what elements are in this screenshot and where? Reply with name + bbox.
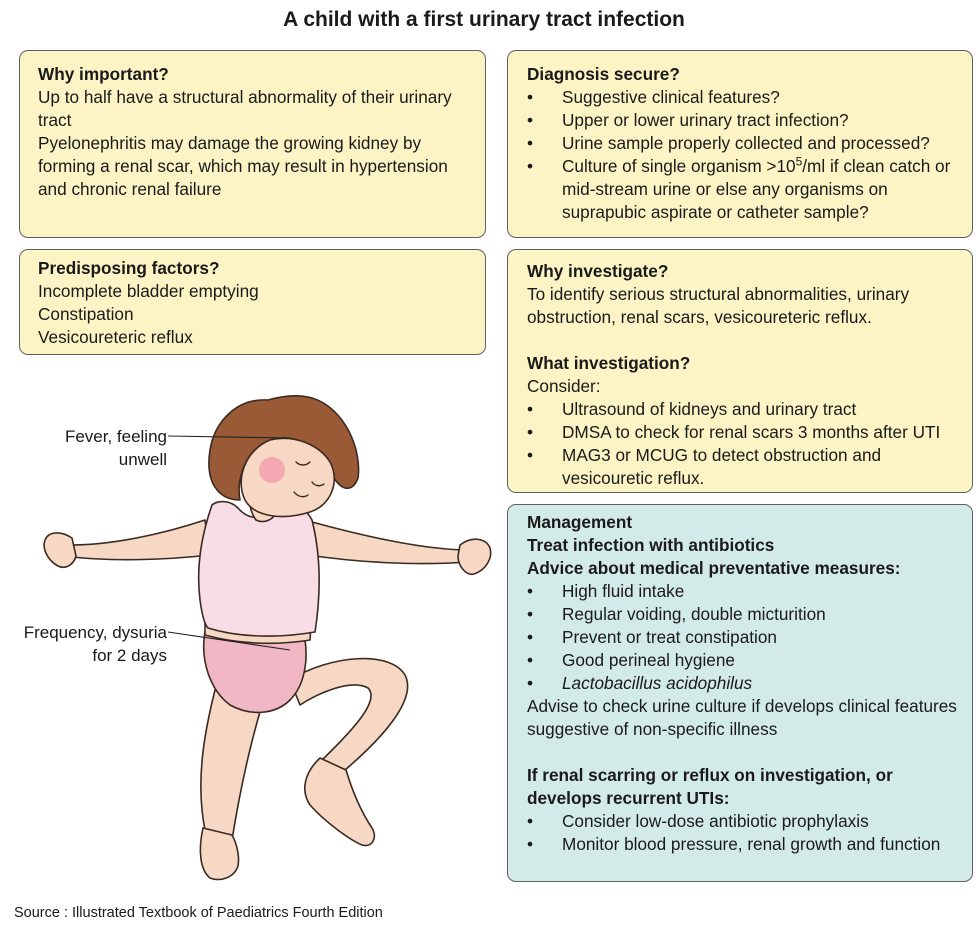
advice-heading: Advice about medical preventative measures: xyxy=(527,558,901,578)
investigation-list xyxy=(527,398,958,490)
consider-label: Consider: xyxy=(527,376,601,396)
frequency-label: Frequency, dysuria for 2 days xyxy=(23,623,167,665)
predisposing-heading: Predisposing factors? xyxy=(38,258,220,278)
predisposing-item: Vesicoureteric reflux xyxy=(38,327,193,347)
investigate-box xyxy=(507,249,973,493)
management-heading: Management xyxy=(527,512,633,532)
diagnosis-box xyxy=(507,50,973,238)
what-investigation-heading: What investigation? xyxy=(527,353,691,373)
source-credit: Source : Illustrated Textbook of Paediatrics Fourth Edition xyxy=(14,905,383,921)
why-important-line: Up to half have a structural abnormality of their urinary tract xyxy=(38,87,452,130)
renal-list xyxy=(527,810,958,856)
advice-list xyxy=(527,580,958,695)
right-arm xyxy=(308,522,466,564)
diagnosis-item: • Urine sample properly collected and processed? xyxy=(527,132,958,155)
left-foot xyxy=(200,828,238,880)
investigation-item: • Ultrasound of kidneys and urinary tract xyxy=(527,398,958,421)
predisposing-item: Incomplete bladder emptying xyxy=(38,281,259,301)
renal-item: • Monitor blood pressure, renal growth and function xyxy=(527,833,958,856)
treat-infection: Treat infection with antibiotics xyxy=(527,535,775,555)
why-investigate-heading: Why investigate? xyxy=(527,261,669,281)
predisposing-box xyxy=(19,249,486,355)
why-investigate-text: To identify serious structural abnormalities, urinary obstruction, renal scars, vesicoureteric reflux. xyxy=(527,284,910,327)
renal-item: • Consider low-dose antibiotic prophylaxis xyxy=(527,810,958,833)
diagnosis-heading: Diagnosis secure? xyxy=(527,64,680,84)
advise-text: Advise to check urine culture if develops clinical features suggestive of non-specific illness xyxy=(527,696,957,739)
predisposing-item: Constipation xyxy=(38,304,134,324)
left-leg xyxy=(201,690,262,845)
investigation-item: • MAG3 or MCUG to detect obstruction and vesicouretic reflux. xyxy=(527,444,958,490)
why-important-box xyxy=(19,50,486,238)
left-arm xyxy=(64,520,210,560)
advice-item-lactobacillus: • Lactobacillus acidophilus xyxy=(527,672,958,695)
advice-item: • High fluid intake xyxy=(527,580,958,603)
fever-label: Fever, feeling unwell xyxy=(64,427,167,469)
management-box xyxy=(507,504,973,882)
renal-heading: If renal scarring or reflux on investigation, or develops recurrent UTIs: xyxy=(527,765,893,808)
diagnosis-item: • Upper or lower urinary tract infection? xyxy=(527,109,958,132)
right-leg xyxy=(290,659,408,770)
diagnosis-item: • Suggestive clinical features? xyxy=(527,86,958,109)
why-important-line: Pyelonephritis may damage the growing kidney by forming a renal scar, which may result in hypertension and chronic renal failure xyxy=(38,133,448,199)
right-hand xyxy=(458,539,491,574)
advice-item: • Regular voiding, double micturition xyxy=(527,603,958,626)
investigation-item: • DMSA to check for renal scars 3 months after UTI xyxy=(527,421,958,444)
face xyxy=(241,438,334,516)
child-illustration xyxy=(0,380,500,890)
advice-item: • Prevent or treat constipation xyxy=(527,626,958,649)
diagnosis-list xyxy=(527,86,958,224)
why-important-heading: Why important? xyxy=(38,64,169,84)
page-title: A child with a first urinary tract infection xyxy=(283,8,685,31)
cheek-flush xyxy=(259,457,285,483)
advice-item: • Good perineal hygiene xyxy=(527,649,958,672)
left-hand xyxy=(44,533,76,567)
right-foot xyxy=(305,758,375,846)
diagnosis-item-culture: • Culture of single organism $>10^5/ml$ if clean catch or mid-stream urine or else any organisms on suprapubic aspirate or catheter sample? xyxy=(527,155,958,224)
